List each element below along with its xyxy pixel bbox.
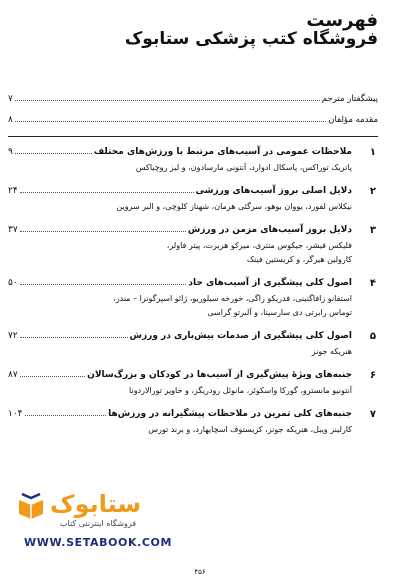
chapter-entry — [8, 370, 378, 398]
author-line: هنریکه جونز — [311, 347, 352, 356]
chapter-entry — [8, 331, 378, 359]
watermark-url: WWW.SETABOOK.COM — [24, 536, 173, 549]
book-logo-icon — [16, 492, 46, 520]
toc-header — [125, 12, 378, 48]
chapter-title: دلایل بروز آسیب‌های مزمن در ورزش — [187, 225, 352, 235]
entry-page: ۸ — [8, 115, 13, 125]
chapter-entry — [8, 186, 378, 214]
author-line: توماس رابرتی دی سارسینا، و آلبرتو گراسی — [207, 308, 352, 317]
chapter-authors — [8, 239, 352, 267]
chapter-number: ۳ — [369, 225, 376, 236]
chapter-authors — [8, 292, 352, 320]
author-line: نیکلاس لفورد، یووان بوهو، سرگئی هرمان، شهناز کلوچی، و البر سروین — [116, 202, 352, 211]
chapter-number: ۷ — [369, 409, 376, 420]
chapter-entry — [8, 147, 378, 175]
toc-front-entry — [8, 115, 378, 125]
chapter-page: ۱۰۴ — [8, 409, 23, 419]
chapter-authors — [8, 345, 352, 359]
chapter-page: ۲۴ — [8, 186, 18, 196]
dot-leader — [20, 337, 128, 338]
chapter-page: ۷۲ — [8, 331, 18, 341]
author-line: آنتونیو مانسترو، گورکا واسکوئز، مانوئل رودریگز، و خاویر تورالاردونا — [129, 386, 352, 395]
dot-leader — [15, 100, 320, 101]
dot-leader — [20, 284, 187, 285]
toc-heading: فهرست — [306, 10, 378, 31]
chapter-page: ۸۷ — [8, 370, 18, 380]
chapter-authors — [8, 384, 352, 398]
dot-leader — [15, 121, 326, 122]
entry-title: مقدمه مؤلفان — [328, 115, 378, 125]
chapter-title: ملاحظات عمومی در آسیب‌های مرتبط با ورزش‌های مختلف — [93, 147, 352, 157]
setabook-watermark — [14, 490, 184, 560]
entry-page: ۷ — [8, 94, 13, 104]
author-line: کارولین هیرگر، و کریستین فینک — [246, 255, 352, 264]
chapter-page: ۹ — [8, 147, 13, 157]
chapter-number: ۱ — [369, 147, 376, 158]
dot-leader — [15, 153, 92, 154]
author-line: فلیکس فیشر، جیکوس منتری، میرکو هربرت، پیتر فاولر، — [166, 241, 352, 250]
author-line: کارلینز ویبل، هنریکه جونز، کریستوف اسچایهارد، و برند تورس — [148, 425, 352, 434]
author-line: پاتریک توراکس، پاسکال ادوارد، آنتونی مارسادون، و لیز روچیاکس — [135, 163, 352, 172]
chapter-title: جنبه‌های ویژهٔ پیش‌گیری از آسیب‌ها در کودکان و بزرگ‌سالان — [87, 370, 352, 380]
toc-front-entry — [8, 94, 378, 104]
chapter-title: دلایل اصلی بروز آسیب‌های ورزشی — [195, 186, 352, 196]
watermark-brand: ستابوک — [50, 490, 142, 518]
chapter-title: اصول کلی پیشگیری از صدمات بیش‌باری در ورزش — [129, 331, 352, 341]
chapter-number: ۶ — [369, 370, 376, 381]
chapter-title: جنبه‌های کلی تمرین در ملاحظات پیشگیرانه در ورزش‌ها — [108, 409, 352, 419]
chapter-number: ۴ — [369, 278, 376, 289]
chapter-authors — [8, 161, 352, 175]
table-of-contents — [8, 94, 378, 448]
dot-leader — [20, 376, 85, 377]
chapter-number: ۵ — [369, 331, 376, 342]
chapter-entry — [8, 225, 378, 267]
divider — [8, 136, 378, 137]
chapter-entry — [8, 278, 378, 320]
watermark-tagline: فروشگاه اینترنتی کتاب — [60, 519, 137, 528]
store-title: فروشگاه کتب پزشکی ستابوک — [124, 29, 378, 49]
page-number: ۴۵۶ — [194, 568, 206, 576]
chapter-authors — [8, 423, 352, 437]
chapter-title: اصول کلی پیشگیری از آسیب‌های حاد — [188, 278, 352, 288]
dot-leader — [20, 192, 194, 193]
author-line: استفانو زافاگنینی، فدریکو راگی، خورخه سیلوریو، ژائو اسپرگوترا – مندز، — [113, 294, 352, 303]
dot-leader — [25, 415, 107, 416]
chapter-authors — [8, 200, 352, 214]
chapter-number: ۲ — [369, 186, 376, 197]
chapter-page: ۵۰ — [8, 278, 18, 288]
chapter-entry — [8, 409, 378, 437]
chapter-page: ۳۷ — [8, 225, 18, 235]
entry-title: پیشگفتار مترجم — [321, 94, 378, 104]
dot-leader — [20, 231, 186, 232]
